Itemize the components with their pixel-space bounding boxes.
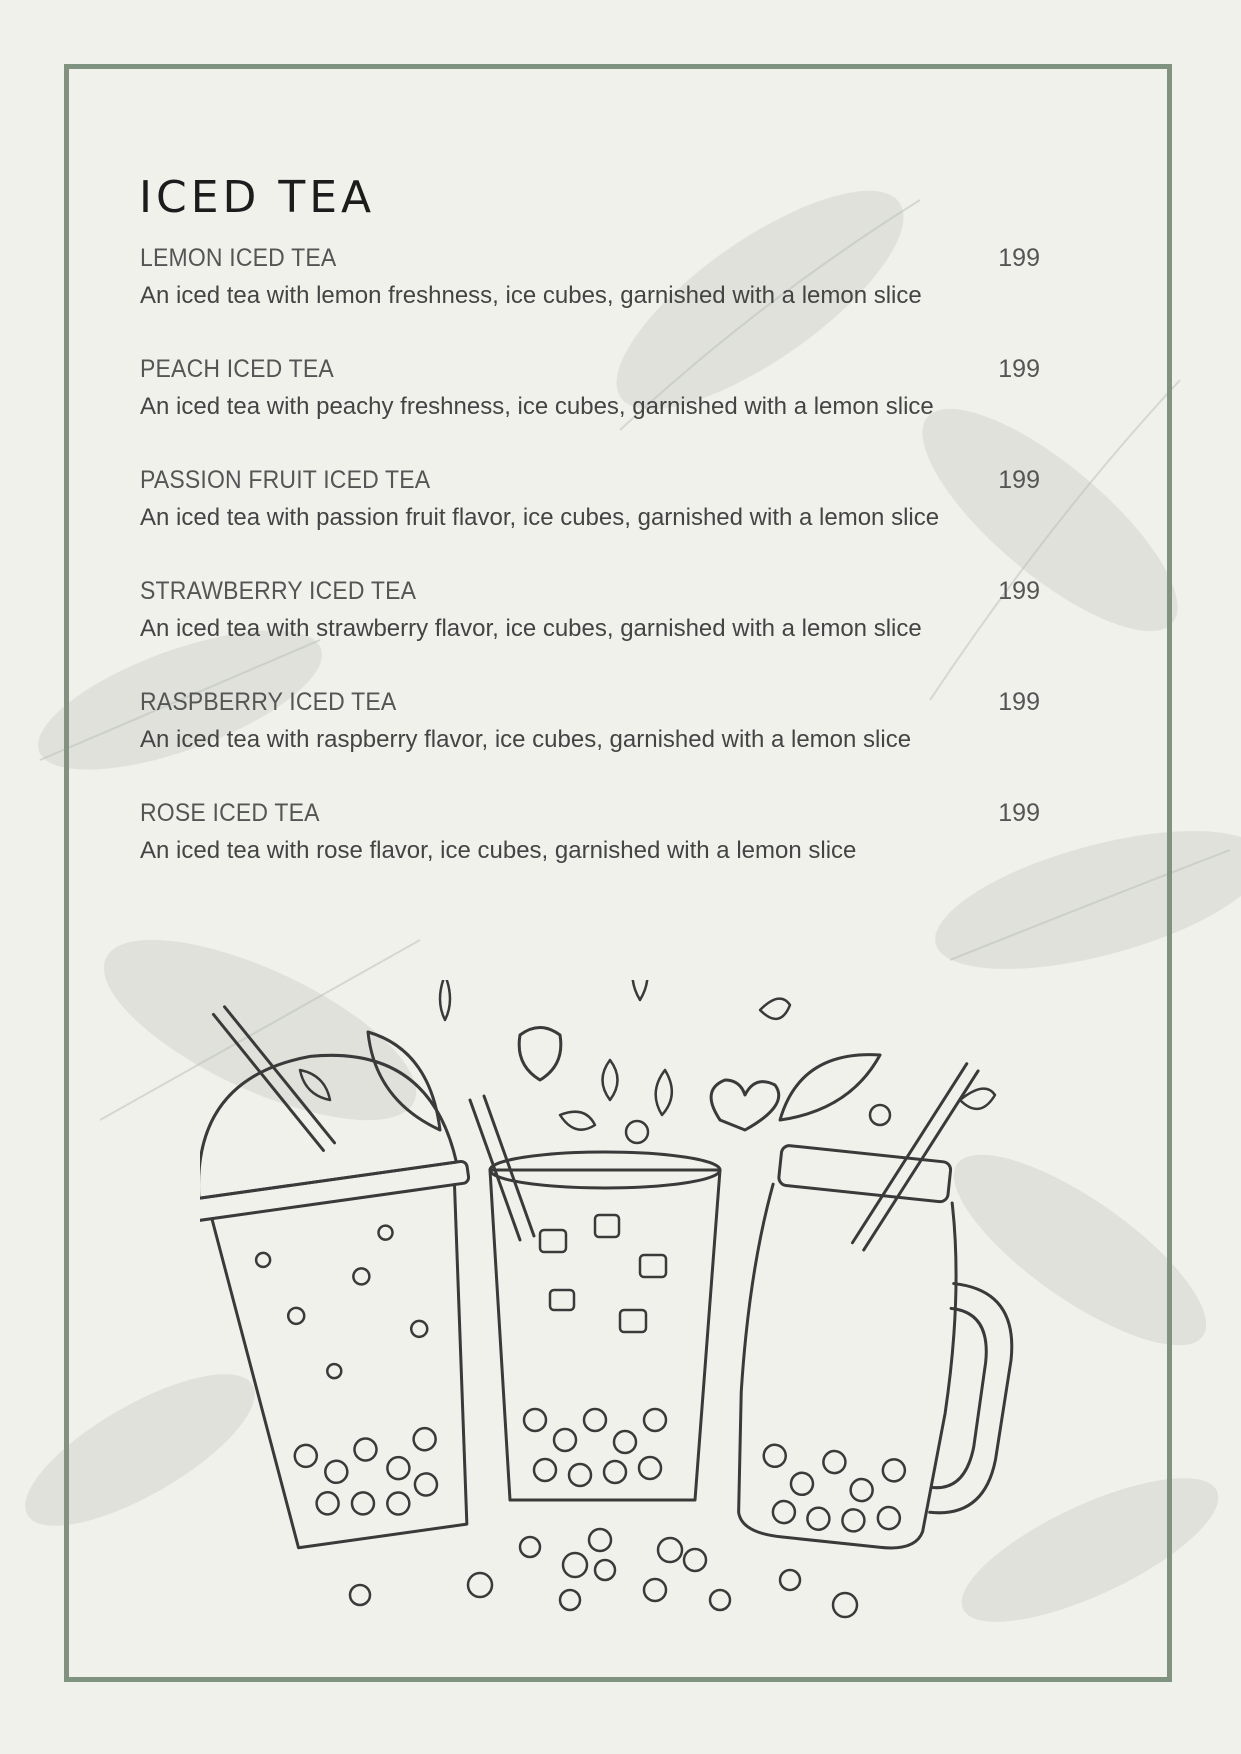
- leaf-icon: [780, 1055, 880, 1120]
- strawberry-icon: [519, 1028, 561, 1081]
- menu-item-description: An iced tea with strawberry flavor, ice cubes, garnished with a lemon slice: [140, 615, 922, 642]
- menu-item: [140, 791, 1040, 902]
- menu-item-price: 199: [998, 466, 1040, 494]
- leaf-icon: [368, 1032, 440, 1130]
- mason-jar-icon: [725, 1044, 1041, 1559]
- menu-item: [140, 680, 1040, 791]
- menu-title: ICED TEA: [139, 172, 376, 223]
- menu-item: [140, 458, 1040, 569]
- menu-item-description: An iced tea with lemon freshness, ice cubes, garnished with a lemon slice: [140, 282, 922, 309]
- menu-item-description: An iced tea with passion fruit flavor, ice cubes, garnished with a lemon slice: [140, 504, 940, 531]
- menu-item-price: 199: [998, 688, 1040, 716]
- heart-icon: [711, 1080, 779, 1130]
- menu-item-price: 199: [998, 577, 1040, 605]
- menu-item-description: An iced tea with peachy freshness, ice cubes, garnished with a lemon slice: [140, 393, 934, 420]
- bubble-tea-illustration: [200, 980, 1060, 1630]
- menu-item-price: 199: [998, 799, 1040, 827]
- menu-item: [140, 569, 1040, 680]
- menu-item-price: 199: [998, 355, 1040, 383]
- menu-item-name: RASPBERRY ICED TEA: [140, 688, 397, 716]
- menu-item-price: 199: [998, 244, 1040, 272]
- menu-item-name: PEACH ICED TEA: [140, 355, 334, 383]
- menu-item-name: PASSION FRUIT ICED TEA: [140, 466, 431, 494]
- glass-cup-icon: [470, 1096, 720, 1500]
- menu-item-description: An iced tea with raspberry flavor, ice cubes, garnished with a lemon slice: [140, 726, 912, 753]
- menu-item-description: An iced tea with rose flavor, ice cubes, garnished with a lemon slice: [140, 837, 857, 864]
- menu-item: [140, 347, 1040, 458]
- menu-item: [140, 236, 1040, 347]
- menu-item-name: ROSE ICED TEA: [140, 799, 320, 827]
- menu-list: [140, 236, 1040, 902]
- dome-cup-icon: [200, 980, 516, 1556]
- menu-item-name: STRAWBERRY ICED TEA: [140, 577, 417, 605]
- menu-item-name: LEMON ICED TEA: [140, 244, 337, 272]
